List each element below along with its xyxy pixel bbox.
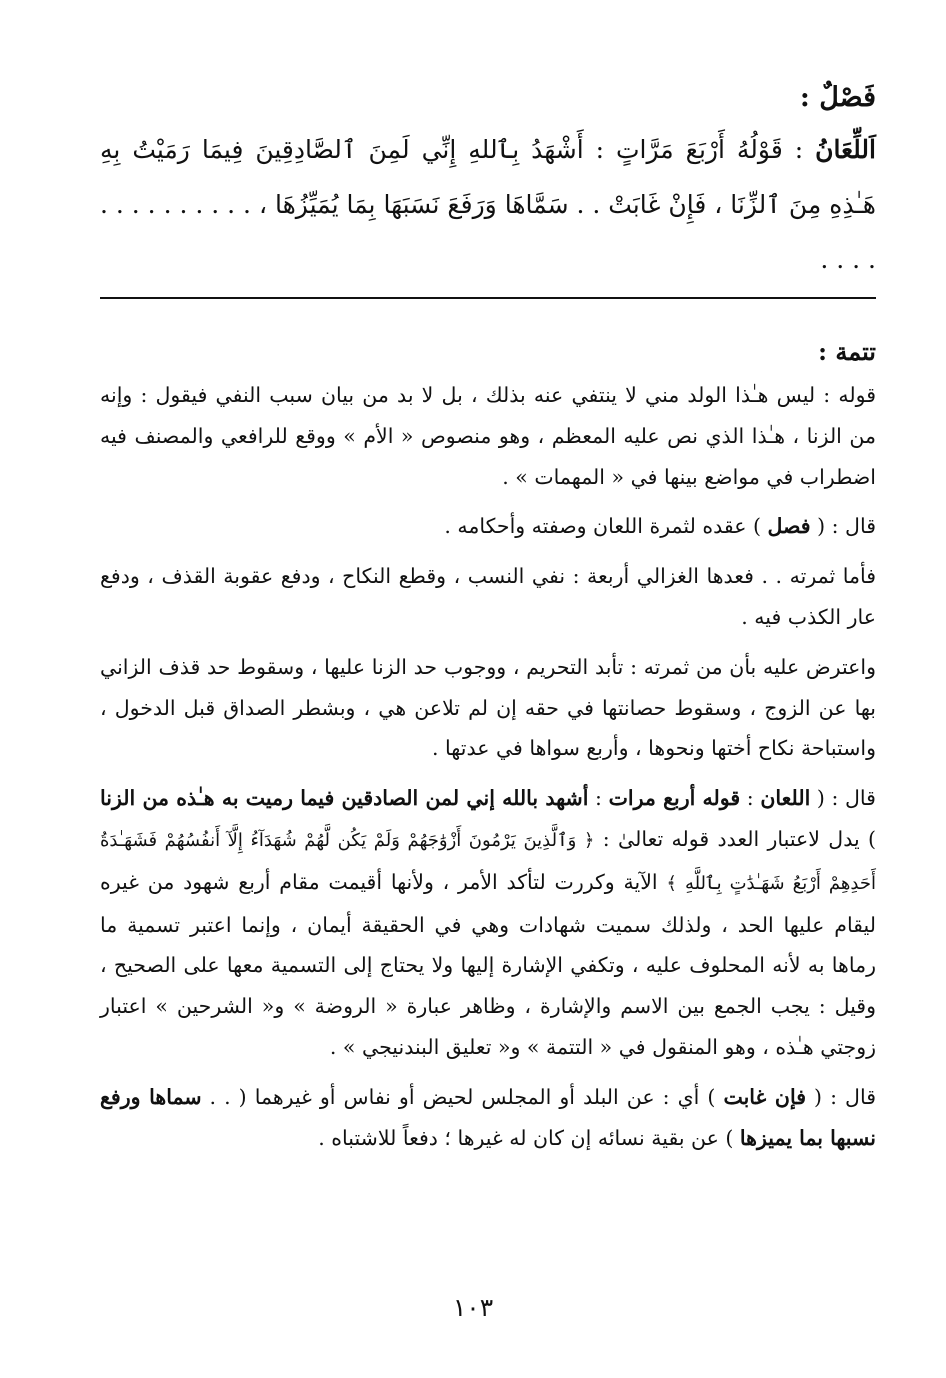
p5-sep-1: : xyxy=(740,786,761,811)
matn-dots: . . . . . . . . . . . . . . xyxy=(100,190,876,274)
p6-text-2: ) عن بقية نسائه إن كان له غيرها ؛ دفعاً للاشتباه . xyxy=(318,1125,740,1150)
p5-pre: قال : ( xyxy=(810,786,876,811)
matn-body: : قَوْلُهُ أَرْبَعَ مَرَّاتٍ : أَشْهَدُ بِٱللهِ إِنِّي لَمِنَ ٱلصَّادِقِينَ فِيمَا رَمَيْتُ بِهِ هَـٰذِهِ مِنَ ٱلزِّنَا ، فَإِنْ غَابَتْ . . سَمَّاهَا وَرَفَعَ نَسَبَهَا بِمَا يُمَيِّزُهَا ، xyxy=(100,135,876,219)
p5-quote-3: أشهد بالله إني لمن الصادقين فيما رميت به هـٰذه من الزنا xyxy=(100,786,589,811)
p6-text-1: ) أي : عن البلد أو المجلس لحيض أو نفاس أو غيرهما ( . . xyxy=(201,1084,724,1109)
p6-quote-1: فإن غابت xyxy=(723,1084,807,1109)
p5-quote-2: قوله أربع مرات xyxy=(608,786,741,811)
commentary-paragraph-3: فأما ثمرته . . فعدها الغزالي أربعة : نفي النسب ، وقطع النكاح ، ودفع عقوبة القذف ، ودفع عار الكذب فيه . xyxy=(100,564,876,629)
p5-text-1: ) يدل لاعتبار العدد قوله تعالىٰ : xyxy=(594,826,876,851)
separator-rule xyxy=(100,297,876,299)
p5-quote-1: اللعان xyxy=(760,786,811,811)
section-heading: فَصْلٌ : xyxy=(799,82,876,113)
commentary-paragraph-5 xyxy=(100,778,876,1068)
commentary-paragraph-6 xyxy=(100,1077,876,1159)
page-body xyxy=(100,78,876,1167)
matn-lead: اَللِّعَانُ xyxy=(815,135,876,164)
matn-text xyxy=(100,122,876,287)
p5-text-2: الآية وكررت لتأكد الأمر ، ولأنها أقيمت مقام أربع شهود من غيره ليقام عليها الحد ، ولذلك سميت شهادات وهي في الحقيقة أيمان ، وإنما اعتبر تسمية ما رماها به لأنه المحلوف عليه ، وتكفي الإشارة إليها ولا يحتاج إلى التسمية معها على الصحيح ، وقيل : يجب الجمع بين الاسم والإشارة ، وظاهر عبارة « الروضة » و« الشرحين » اعتبار زوجتي هـٰذه ، وهو المنقول في « التتمة » و« تعليق البندنيجي » . xyxy=(100,869,876,1059)
commentary-paragraph-4: واعترض عليه بأن من ثمرته : تأبد التحريم ، ووجوب حد الزنا عليها ، وسقوط حد قذف الزاني بها عن الزوج ، وسقوط حصانتها في حقه إن لم تلاعن هي ، وبشطر الصداق قبل الدخول ، واستباحة نكاح أختها ونحوها ، وأربع سواها في عدتها . xyxy=(100,654,876,761)
tatimma-heading: تتمة : xyxy=(818,337,876,366)
p6-pre: قال : ( xyxy=(806,1084,876,1109)
page-number: ١٠٣ xyxy=(452,1293,494,1322)
commentary-paragraph-2 xyxy=(100,506,876,547)
p2-pre: قال : ( xyxy=(810,514,876,539)
quran-verse: ﴿ وَٱلَّذِينَ يَرْمُونَ أَزْوَٰجَهُمْ وَلَمْ يَكُن لَّهُمْ شُهَدَآءُ إِلَّآ أَنفُسُهُمْ فَشَهَـٰدَةُ أَحَدِهِمْ أَرْبَعُ شَهَـٰدَٰتٍ بِٱللَّهِ ﴾ xyxy=(100,829,876,894)
p5-sep-2: : xyxy=(588,786,609,811)
commentary-paragraph-1: قوله : ليس هـٰذا الولد مني لا ينتفي عنه بذلك ، بل لا بد من بيان سبب النفي فيقول : وإنه من الزنا ، هـٰذا الذي نص عليه المعظم ، وهو منصوص « الأم » ووقع للرافعي والمصنف فيه اضطراب في مواضع بينها في « المهمات » . xyxy=(100,383,876,489)
p2-post: ) عقده لثمرة اللعان وصفته وأحكامه . xyxy=(444,514,768,539)
p2-quote: فصل xyxy=(767,514,811,539)
p6-quote-2: سماها ورفع نسبها بما يميزها xyxy=(100,1084,876,1150)
